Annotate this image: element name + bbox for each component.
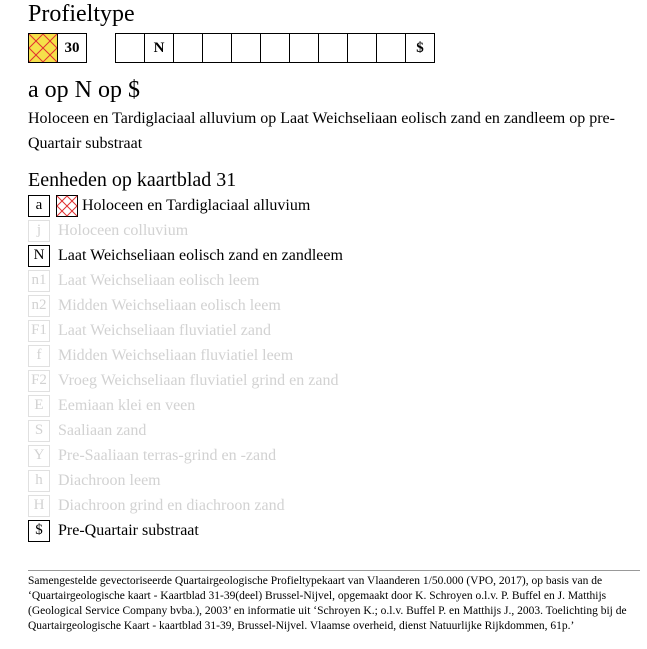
unit-code: F2 [28, 370, 50, 392]
unit-label: Laat Weichseliaan fluviatiel zand [58, 321, 271, 339]
unit-code: E [28, 395, 50, 417]
unit-code: n2 [28, 295, 50, 317]
unit-row-j [28, 218, 343, 243]
unit-label: Eemiaan klei en veen [58, 396, 196, 414]
profile-cell [115, 33, 145, 63]
unit-label: Vroeg Weichseliaan fluviatiel grind en zand [58, 371, 339, 389]
source-citation: Samengestelde gevectoriseerde Quartairgeologische Profieltypekaart van Vlaanderen 1/50.000 (VPO, 2017), op basis van de ‘Quartairgeologische kaart - Kaartblad 31-39(deel) Brussel-Nijvel, opgemaakt door K. Schroyen o.l.v. P. Buffel en J. Matthijs (Geological Service Company bvba.), 2003’ en informatie uit ‘Schroyen K.; o.l.v. Buffel P. en Matthijs J., 2003. Toelichting bij de Quartairgeologische Kaart - kaartblad 31-39, Brussel-Nijvel. Vlaamse overheid, dienst Natuurlijke Rijkdommen, 61p.’ [28, 575, 627, 632]
unit-label: Diachroon leem [58, 471, 161, 489]
unit-code: F1 [28, 320, 50, 342]
units-heading: Eenheden op kaartblad 31 [28, 169, 237, 191]
unit-code: h [28, 470, 50, 492]
unit-label: Pre-Saaliaan terras-grind en -zand [58, 446, 277, 464]
unit-code: S [28, 420, 50, 442]
unit-row-n1 [28, 268, 343, 293]
unit-label: Diachroon grind en diachroon zand [58, 496, 285, 514]
unit-row-substraat [28, 518, 343, 543]
unit-row-S [28, 418, 343, 443]
unit-label: Laat Weichseliaan eolisch leem [58, 271, 260, 289]
unit-row-F1 [28, 318, 343, 343]
unit-row-E [28, 393, 343, 418]
unit-label: Pre-Quartair substraat [58, 521, 199, 539]
profile-cell [318, 33, 348, 63]
profile-code: a op N op $ [28, 77, 140, 103]
unit-label: Holoceen colluvium [58, 221, 189, 239]
unit-row-n2 [28, 293, 343, 318]
profile-description: Holoceen en Tardiglaciaal alluvium op Laat Weichseliaan eolisch zand en zandleem op pre-Quartair substraat [28, 110, 615, 152]
profile-cell [202, 33, 232, 63]
hatched-yellow-red-cross-icon [28, 33, 58, 63]
page-title: Profieltype [28, 1, 135, 27]
unit-label: Holoceen en Tardiglaciaal alluvium [82, 196, 311, 214]
profile-cell [260, 33, 290, 63]
profile-cell [347, 33, 377, 63]
unit-label: Midden Weichseliaan fluviatiel leem [58, 346, 294, 364]
profile-cell: N [144, 33, 174, 63]
unit-row-f [28, 343, 343, 368]
unit-label: Midden Weichseliaan eolisch leem [58, 296, 281, 314]
profile-cell [231, 33, 261, 63]
red-cross-hatch-icon [56, 195, 78, 217]
unit-code: N [28, 245, 50, 267]
unit-label: Laat Weichseliaan eolisch zand en zandleem [58, 246, 343, 264]
unit-code: $ [28, 520, 50, 542]
unit-code: H [28, 495, 50, 517]
unit-row-N [28, 243, 343, 268]
unit-row-F2 [28, 368, 343, 393]
profile-cell [173, 33, 203, 63]
unit-code: j [28, 220, 50, 242]
units-list [28, 193, 343, 543]
unit-row-a [28, 193, 343, 218]
profile-cell [289, 33, 319, 63]
unit-code: a [28, 195, 50, 217]
profile-number: 30 [57, 33, 87, 63]
unit-row-h [28, 468, 343, 493]
profile-cell [376, 33, 406, 63]
unit-row-Y [28, 443, 343, 468]
unit-code: n1 [28, 270, 50, 292]
unit-row-H [28, 493, 343, 518]
profile-cell: $ [405, 33, 435, 63]
unit-code: f [28, 345, 50, 367]
profile-strip [28, 33, 435, 63]
divider [28, 570, 640, 571]
unit-code: Y [28, 445, 50, 467]
unit-label: Saaliaan zand [58, 421, 147, 439]
